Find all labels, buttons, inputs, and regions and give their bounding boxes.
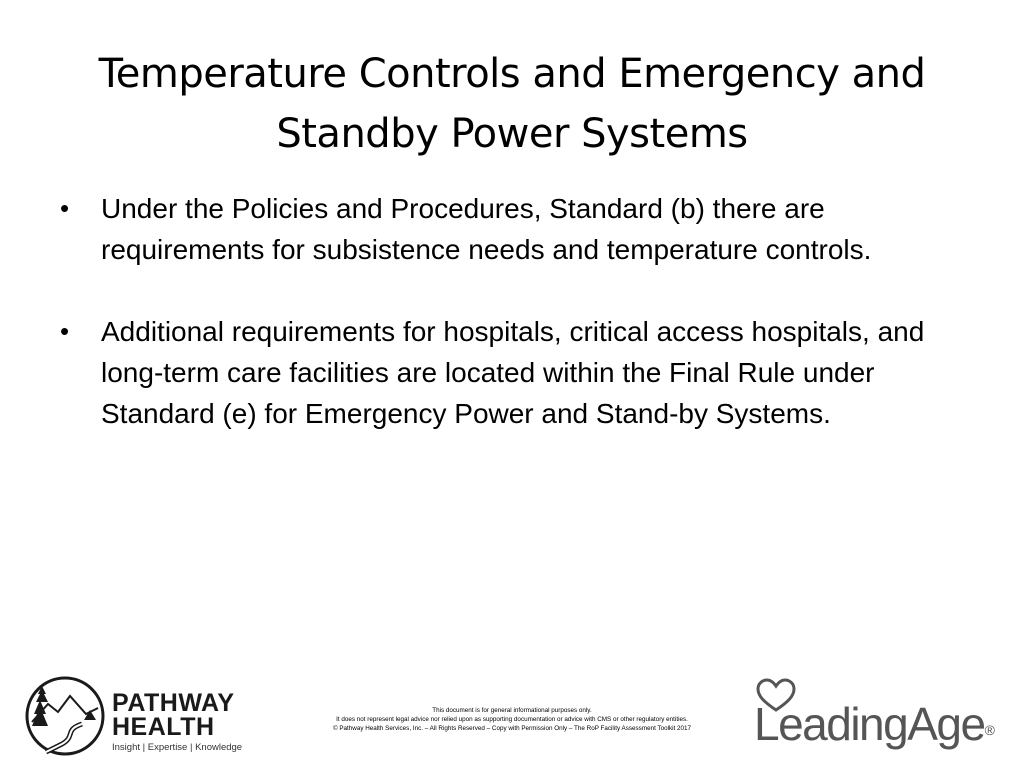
pathway-logo-tagline: Insight | Expertise | Knowledge (112, 742, 243, 753)
leadingage-text: LeadingAge (754, 698, 985, 750)
pathway-logo-word-health: HEALTH (112, 713, 215, 741)
bullet-text: Under the Policies and Procedures, Standard (b) there are requirements for subsistence needs and temperature controls. (101, 193, 872, 265)
slide-footer (0, 668, 1024, 768)
leadingage-wordmark (754, 698, 995, 750)
pathway-health-logo (24, 674, 256, 758)
footer-disclaimer (262, 706, 762, 733)
slide-title: Temperature Controls and Emergency and Standby Power Systems (98, 51, 926, 157)
bullet-text: Additional requirements for hospitals, critical access hospitals, and long-term care facilities are located within the Final Rule under Standard (e) for Emergency Power and Stand-by Systems. (101, 316, 925, 429)
bullet-marker: • (60, 193, 70, 223)
pathway-emblem-icon (24, 674, 106, 758)
disclaimer-line: © Pathway Health Services, Inc. – All Rights Reserved – Copy with Permission Only – The RoP Facility Assessment Toolkit 2017 (332, 725, 692, 732)
leadingage-logo (754, 676, 1006, 752)
bullet-item (60, 188, 970, 270)
bullet-list (60, 188, 970, 475)
disclaimer-line: It does not represent legal advice nor relied upon as supporting documentation or advice with CMS or other regulatory entities. (336, 716, 688, 723)
disclaimer-line: This document is for general informational purposes only. (432, 707, 592, 714)
registered-mark: ® (984, 722, 995, 738)
bullet-marker: • (60, 316, 70, 346)
bullet-item (60, 311, 970, 434)
pathway-logo-word-pathway: PATHWAY (112, 689, 235, 717)
